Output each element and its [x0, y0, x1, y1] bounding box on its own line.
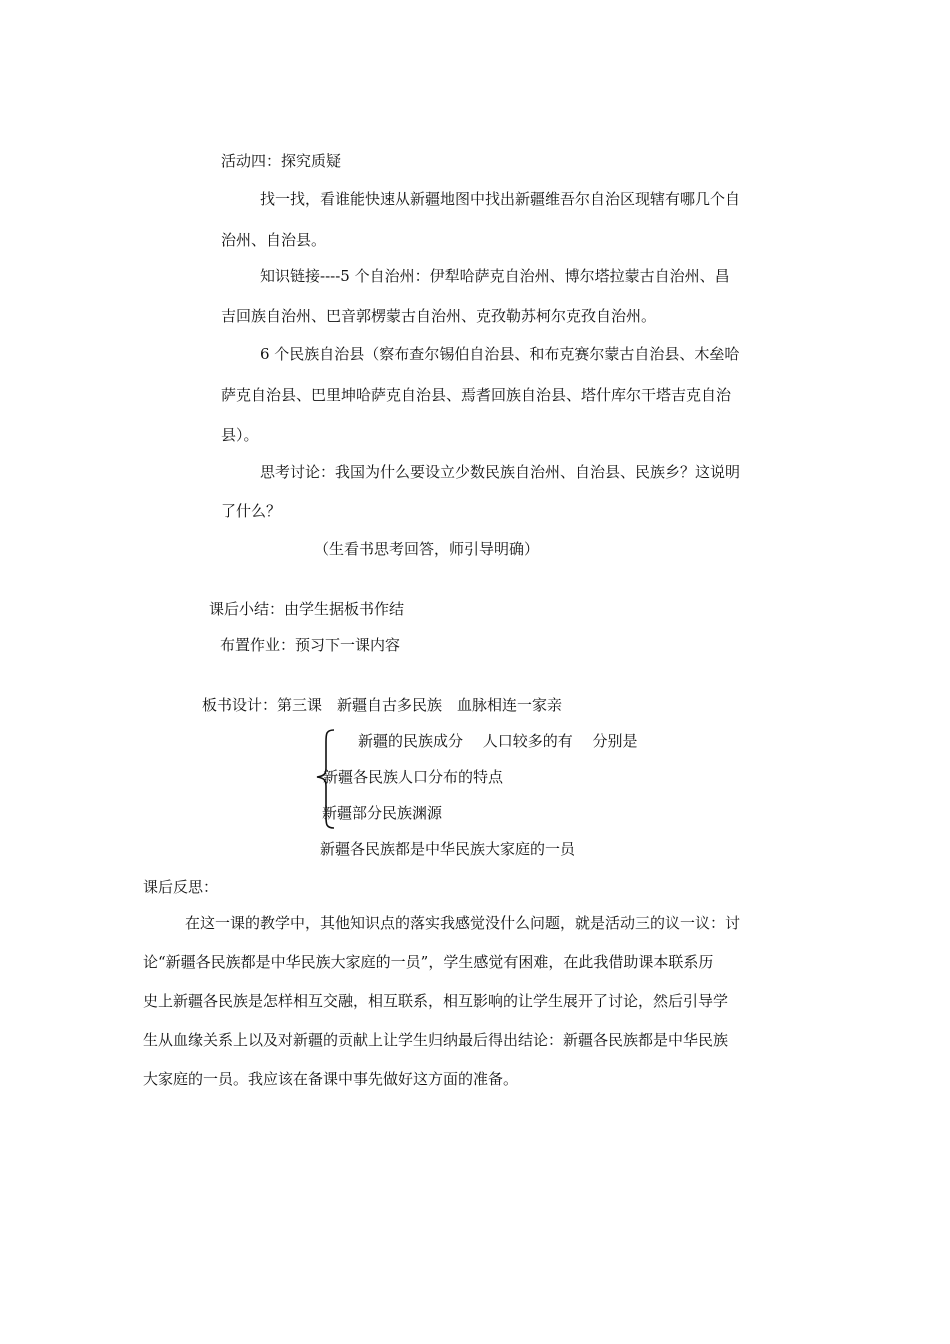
activity-heading: 活动四：探究质疑 [221, 152, 342, 170]
reflection-text: 在这一课的教学中，其他知识点的落实我感觉没什么问题，就是活动三的议一议：讨 [185, 914, 741, 932]
board-design-title: 板书设计：第三课 新疆自古多民族 血脉相连一家亲 [202, 696, 563, 714]
homework: 布置作业：预习下一课内容 [220, 636, 401, 654]
task-text: 治州、自治县。 [221, 231, 327, 249]
discussion-question: 了什么？ [221, 502, 282, 520]
board-item: 新疆各民族都是中华民族大家庭的一员 [320, 840, 576, 858]
reflection-heading: 课后反思： [143, 878, 219, 896]
task-text: 找一找，看谁能快速从新疆地图中找出新疆维吾尔自治区现辖有哪几个自 [260, 190, 741, 208]
reflection-text: 大家庭的一员。我应该在备课中事先做好这方面的准备。 [143, 1070, 519, 1088]
discussion-question: 思考讨论：我国为什么要设立少数民族自治州、自治县、民族乡？这说明 [260, 463, 741, 481]
reflection-text: 论“新疆各民族都是中华民族大家庭的一员”，学生感觉有困难，在此我借助课本联系历 [143, 953, 714, 971]
board-item: 新疆的民族成分 人口较多的有 分别是 [358, 732, 638, 750]
teaching-note: （生看书思考回答，师引导明确） [314, 540, 540, 558]
autonomous-counties-text: 县）。 [221, 426, 259, 444]
autonomous-counties-text: 萨克自治县、巴里坤哈萨克自治县、焉耆回族自治县、塔什库尔干塔吉克自治 [221, 386, 732, 404]
knowledge-link-text: 知识链接----5 个自治州：伊犁哈萨克自治州、博尔塔拉蒙古自治州、昌 [260, 267, 730, 285]
reflection-text: 生从血缘关系上以及对新疆的贡献上让学生归纳最后得出结论：新疆各民族都是中华民族 [143, 1031, 729, 1049]
board-item: 新疆部分民族渊源 [322, 804, 443, 822]
autonomous-counties-text: 6 个民族自治县（察布查尔锡伯自治县、和布克赛尔蒙古自治县、木垒哈 [260, 345, 740, 363]
knowledge-link-text: 吉回族自治州、巴音郭楞蒙古自治州、克孜勒苏柯尔克孜自治州。 [221, 307, 657, 325]
reflection-text: 史上新疆各民族是怎样相互交融，相互联系，相互影响的让学生展开了讨论，然后引导学 [143, 992, 729, 1010]
lesson-summary: 课后小结：由学生据板书作结 [209, 600, 405, 618]
board-item: 新疆各民族人口分布的特点 [323, 768, 504, 786]
